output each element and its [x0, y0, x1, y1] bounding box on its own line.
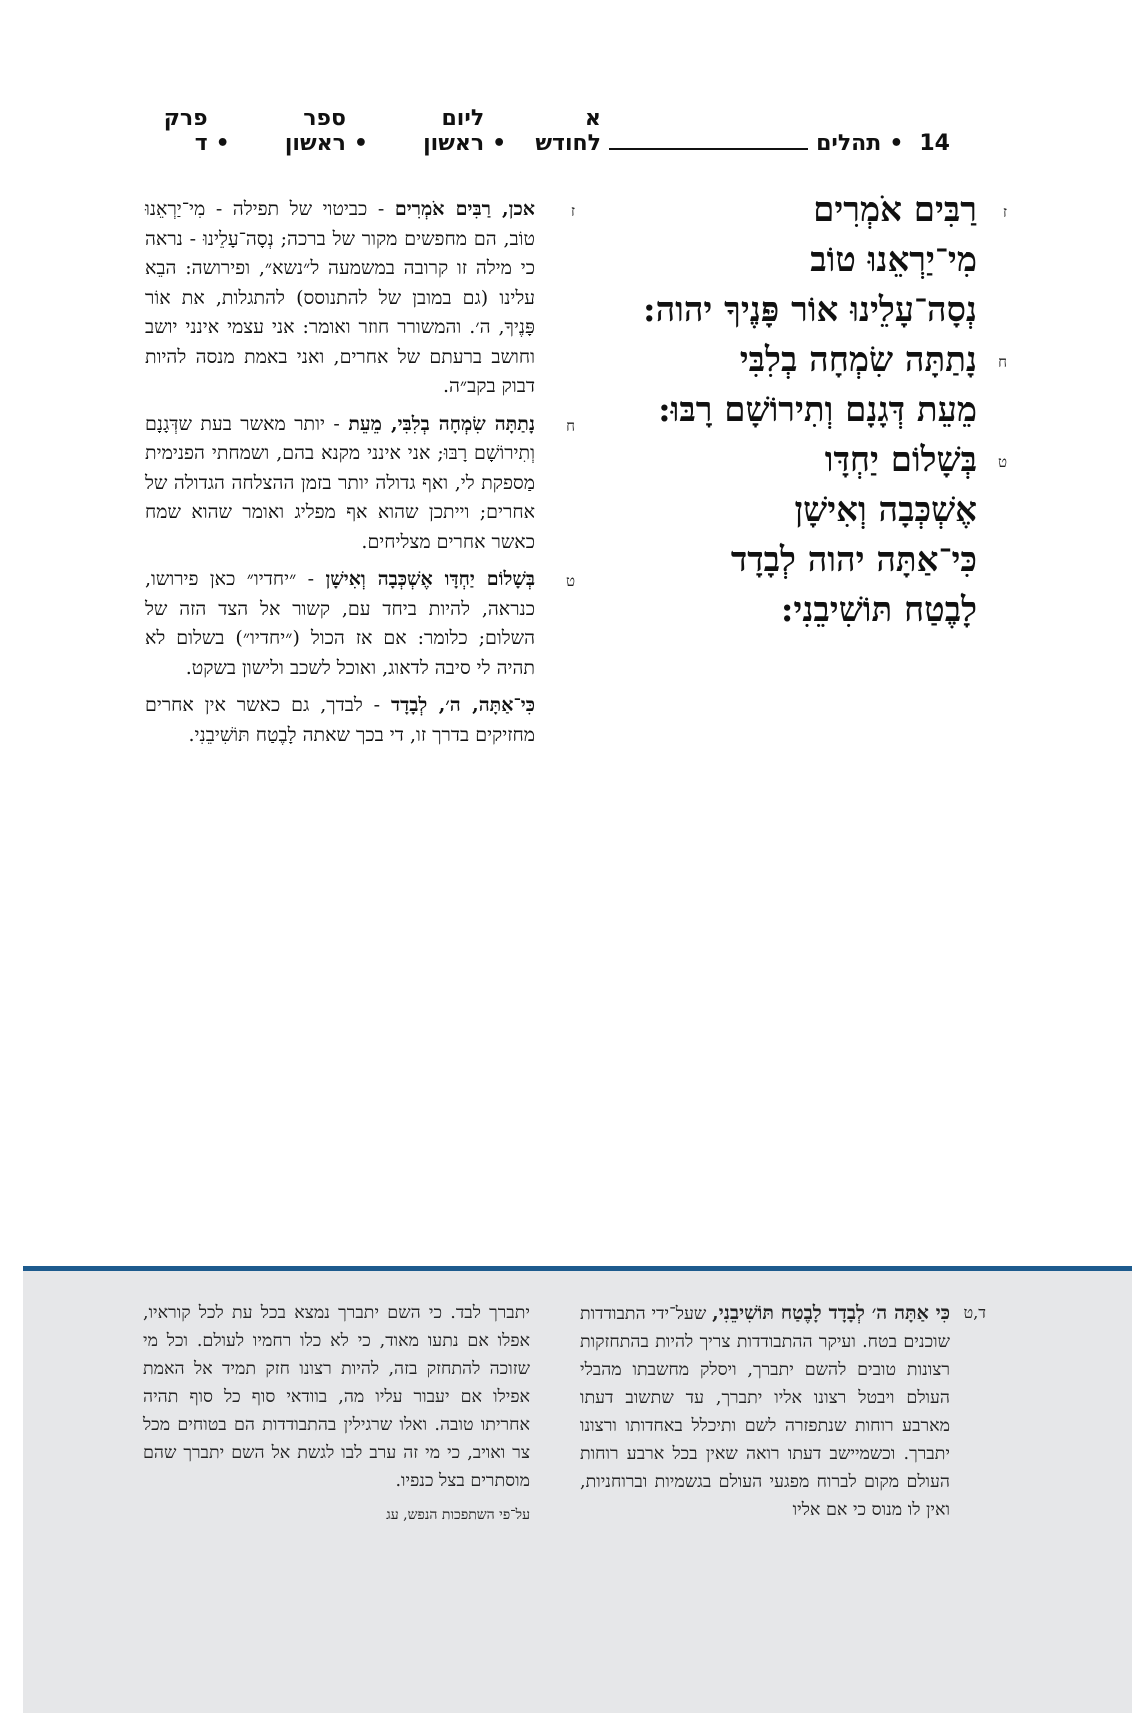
- day-title: ליום ראשון: [423, 106, 485, 156]
- separator-dot: •: [215, 131, 230, 156]
- verse-reference: ד,ט: [963, 1303, 986, 1322]
- source-citation: על־פי השתפכות הנפש, עג: [386, 1507, 530, 1523]
- verse-line: נָתַתָּה שִׂמְחָה בְלִבִּי: [739, 340, 977, 380]
- commentary-lead: בְּשָׁלוֹם יַחְדָּו אֶשְׁכְּבָה וְאִישָׁן: [325, 568, 535, 590]
- verse-line: נְסָה־עָלֵינוּ אוֹר פָּנֶיךָ יהוה:: [643, 290, 977, 330]
- verse-7: [597, 185, 1007, 335]
- verse-line: אֶשְׁכְּבָה וְאִישָׁן: [794, 490, 977, 530]
- volume-title: ספר ראשון: [284, 106, 346, 156]
- verse-number: ח: [998, 353, 1007, 371]
- insight-panel: [23, 1266, 1132, 1713]
- separator-dot: •: [889, 131, 904, 156]
- verse-number: ז: [1002, 203, 1007, 221]
- separator-dot: •: [353, 131, 368, 156]
- commentary-text: - כביטוי של תפילה - מִי־יַרְאֵנוּ טוֹב, הם מחפשים מקור של ברכה; נְסָה־עָלֵינוּ - נראה כי מילה זו קרובה במשמעה ל״נשא״, ופירושה: הבֵא עלינו (גם במובן של להתנוסס) להתגלות, את אוֹר פָּנֶיךָ, ה׳. והמשורר חוזר ואומר: אני עצמי אינני יושב וחושב ברעתם של אחרים, ואני באמת מנסה להיות דבוק בקב״ה.: [145, 198, 535, 397]
- book-title: תהלים: [816, 131, 882, 156]
- commentary-9b: [145, 691, 535, 750]
- panel-column-left: [143, 1299, 530, 1529]
- commentary-8: [145, 410, 575, 558]
- verse-8: [597, 335, 1007, 435]
- commentary-7: [145, 195, 575, 402]
- psalm-text: [597, 185, 1007, 635]
- running-header: [145, 106, 950, 156]
- verse-9: [597, 435, 1007, 635]
- separator-dot: •: [492, 131, 507, 156]
- verse-line: כִּי־אַתָּה יהוה לְבָדָד: [730, 540, 977, 580]
- verse-line: מֵעֵת דְּגָנָם וְתִירוֹשָׁם רָבּוּ:: [658, 390, 977, 430]
- commentary-lead: כִּי־אַתָּה, ה׳, לְבָדָד: [390, 694, 536, 716]
- header-rule: [609, 147, 808, 150]
- panel-text: שעל־ידי התבודדות שוכנים בטח. ועיקר ההתבודדות צריך להיות בהתחזקות רצונות טובים להשם יתברך, ויסלק מחשבתו מהבלי העולם ויבטל רצונו אליו יתברך, עד שתשוב דעתו מארבע רוחות שנתפזרה לשם ותיכלל באחדותו ורצונו יתברך. וכשמיישב דעתו רואה שאין בכל ארבע רוחות העולם מקום לברוח מפגעי העולם בגשמיות וברוחניות, ואין לו מנוס כי אם אליו: [580, 1304, 950, 1520]
- commentary-text: - לבדך, גם כאשר אין אחרים מחזיקים בדרך זו, די בכך שאתה לָבֶטַח תּוֹשִׁיבֵנִי.: [145, 694, 535, 746]
- page-number: 14: [919, 131, 950, 156]
- verse-number: ט: [997, 453, 1007, 471]
- panel-column-right: [580, 1299, 986, 1524]
- commentary-text: - יותר מאשר בעת שדְּגָנָם וְתִירוֹשָׁם רָבּוּ; אני אינני מקנא בהם, ושמחתי הפנימית מַספקת לי, ואף גדולה יותר בזמן ההצלחה הגדולה של אחרים; וייתכן שהוא אף מפליג ואומר שהוא שמח כאשר אחרים מצליחים.: [145, 412, 535, 553]
- chapter-title: פרק ד: [163, 106, 208, 156]
- verse-number: ז: [570, 202, 575, 220]
- verse-number: ט: [565, 572, 575, 590]
- panel-text: יתברך לבד. כי השם יתברך נמצא בכל עת לכל קוראיו, אפלו אם נתעו מאוד, כי לא כלו רחמיו לעולם. וכל מי שזוכה להתחזק בזה, להיות רצונו חזק תמיד אל האמת אפילו אם יעבור עליו מה, בוודאי סוף כל סוף תהיה אחריתו טובה. ואלו שרגילין בהתבודדות הם בטוחים מכל צר ואויב, כי מי זה ערב לבו לגשת אל השם יתברך שהם מוסתרים בצל כנפיו.: [143, 1303, 530, 1491]
- commentary-9: [145, 565, 575, 683]
- verse-line: רַבִּים אֹמְרִים: [813, 190, 977, 230]
- commentary-column: [145, 195, 575, 758]
- section-title: א לחודש: [535, 106, 601, 156]
- commentary-lead: נָתַתָּה שִׂמְחָה בְלִבִּי, מֵעֵת: [348, 412, 535, 435]
- verse-line: בְּשָׁלוֹם יַחְדָּו: [824, 440, 977, 480]
- verse-line: מִי־יַרְאֵנוּ טוֹב: [810, 240, 977, 280]
- commentary-text: - ״יחדיו״ כאן פירושו, כנראה, להיות ביחד עם, קשור אל הצד הזה של השלום; כלומר: אם אז הכול (״יחדיו״) בשלום לא תהיה לי סיבה לדאוג, ואוכל לשכב ולישון בשקט.: [145, 568, 535, 679]
- verse-number: ח: [566, 416, 575, 435]
- verse-line: לָבֶטַח תּוֹשִׁיבֵנִי:: [780, 590, 977, 630]
- panel-lead: כִּי אַתָּה ה׳ לְבָדָד לָבֶטַח תּוֹשִׁיבֵנִי,: [712, 1302, 950, 1324]
- commentary-lead: אכן, רַבִּים אֹמְרִים: [394, 198, 535, 220]
